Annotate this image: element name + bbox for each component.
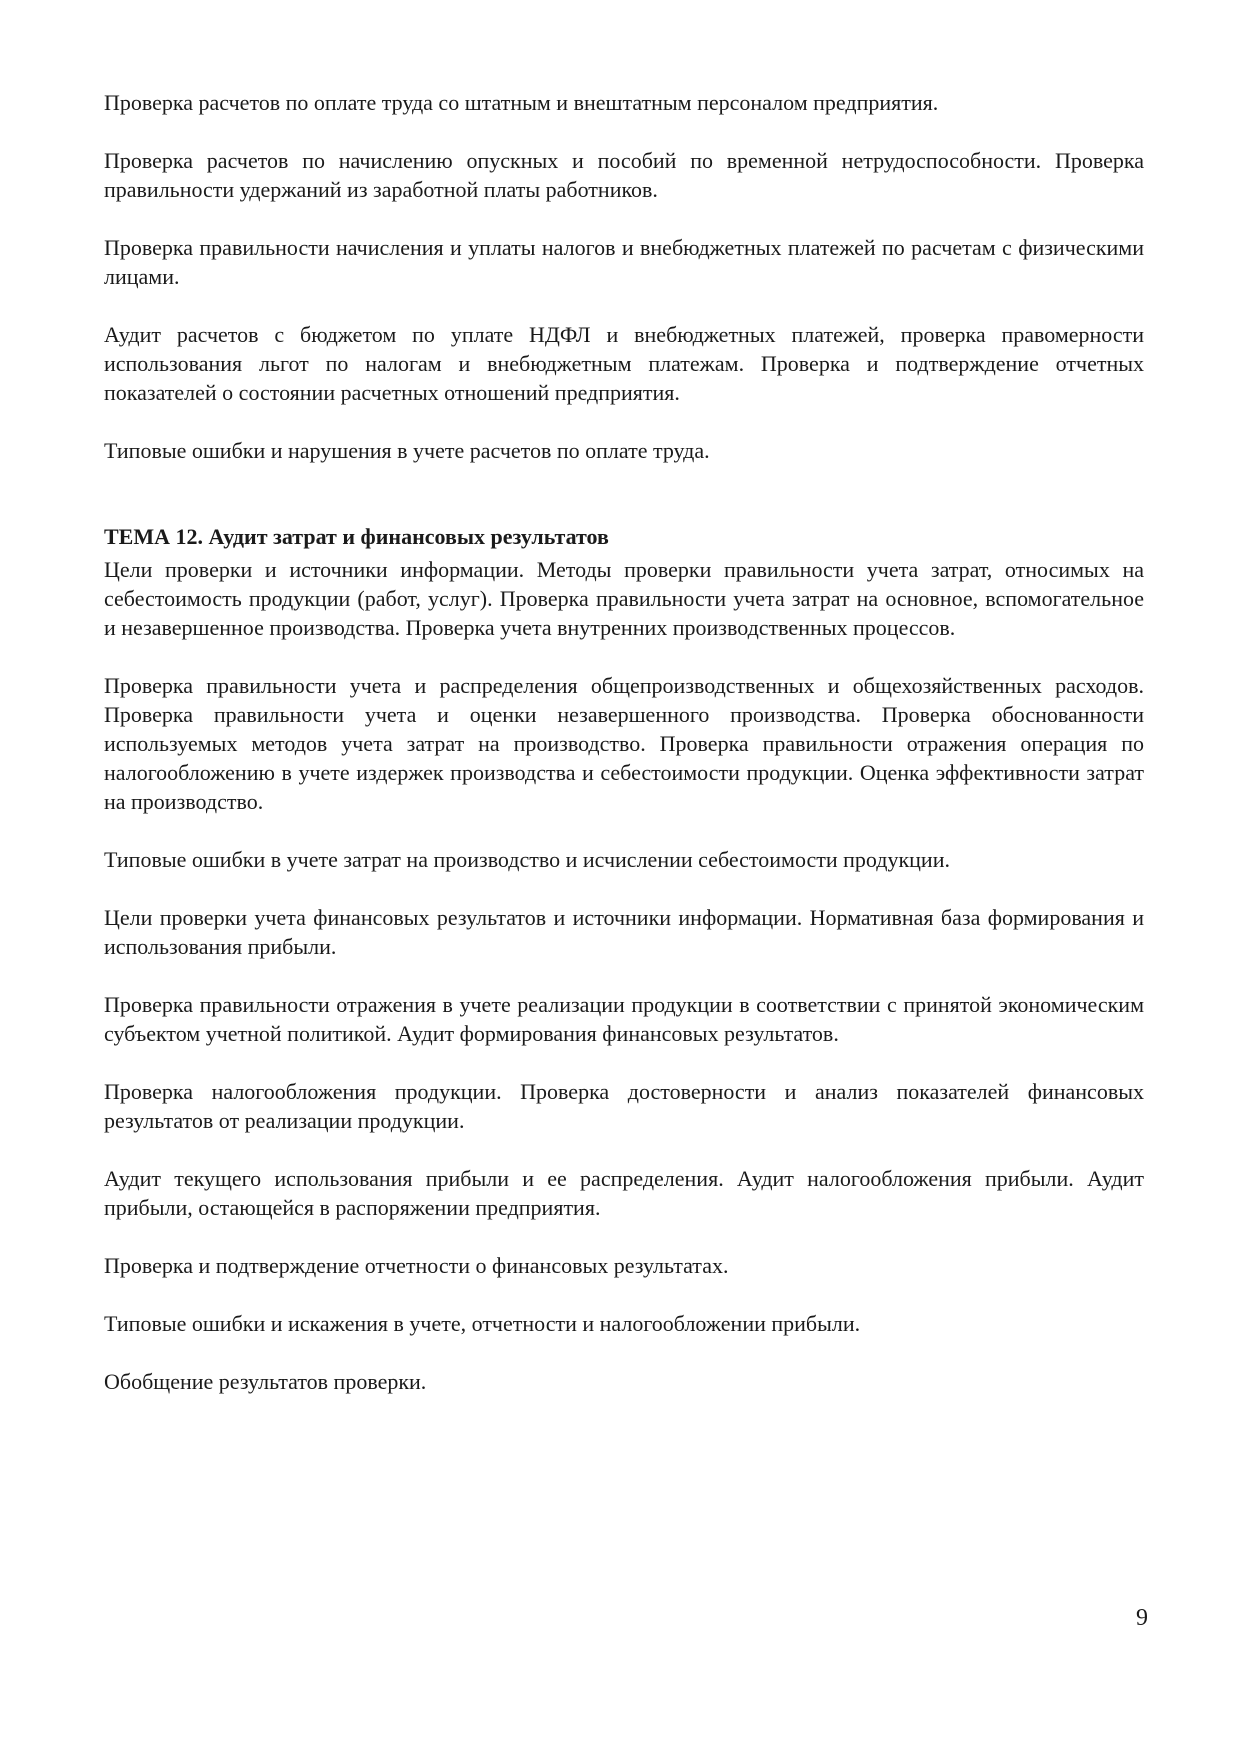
paragraph: Проверка правильности учета и распределения общепроизводственных и общехозяйственных расходов. Проверка правильности учета и оценки незавершенного производства. Проверка обоснованности используемых методов учета затрат на производство. Проверка правильности отражения операция по налогообложению в учете издержек производства и себестоимости продукции. Оценка эффективности затрат на производство. xyxy=(104,673,1144,814)
section-spacer xyxy=(104,494,1144,522)
section-heading: ТЕМА 12. Аудит затрат и финансовых результатов xyxy=(104,524,609,549)
page-number: 9 xyxy=(1136,1605,1148,1631)
document-page xyxy=(104,88,1144,1425)
paragraph: Типовые ошибки в учете затрат на производство и исчислении себестоимости продукции. xyxy=(104,847,950,872)
paragraph: Обобщение результатов проверки. xyxy=(104,1369,427,1394)
paragraph: Типовые ошибки и нарушения в учете расчетов по оплате труда. xyxy=(104,438,710,463)
paragraph: Проверка правильности начисления и уплаты налогов и внебюджетных платежей по расчетам с физическими лицами. xyxy=(104,235,1144,289)
paragraph: Проверка и подтверждение отчетности о финансовых результатах. xyxy=(104,1253,729,1278)
paragraph: Цели проверки учета финансовых результатов и источники информации. Нормативная база формирования и использования прибыли. xyxy=(104,905,1144,959)
paragraph: Цели проверки и источники информации. Методы проверки правильности учета затрат, относимых на себестоимость продукции (работ, услуг). Проверка правильности учета затрат на основное, вспомогательное и незавершенное производства. Проверка учета внутренних производственных процессов. xyxy=(104,557,1144,640)
paragraph: Проверка налогообложения продукции. Проверка достоверности и анализ показателей финансовых результатов от реализации продукции. xyxy=(104,1079,1144,1133)
paragraph: Проверка расчетов по оплате труда со штатным и внештатным персоналом предприятия. xyxy=(104,90,939,115)
paragraph: Аудит текущего использования прибыли и ее распределения. Аудит налогообложения прибыли. Аудит прибыли, остающейся в распоряжении предприятия. xyxy=(104,1166,1144,1220)
paragraph: Проверка правильности отражения в учете реализации продукции в соответствии с принятой экономическим субъектом учетной политикой. Аудит формирования финансовых результатов. xyxy=(104,992,1144,1046)
paragraph: Аудит расчетов с бюджетом по уплате НДФЛ и внебюджетных платежей, проверка правомерности использования льгот по налогам и внебюджетным платежам. Проверка и подтверждение отчетных показателей о состоянии расчетных отношений предприятия. xyxy=(104,322,1144,405)
paragraph: Типовые ошибки и искажения в учете, отчетности и налогообложении прибыли. xyxy=(104,1311,861,1336)
paragraph: Проверка расчетов по начислению опускных и пособий по временной нетрудоспособности. Проверка правильности удержаний из заработной платы работников. xyxy=(104,148,1144,202)
